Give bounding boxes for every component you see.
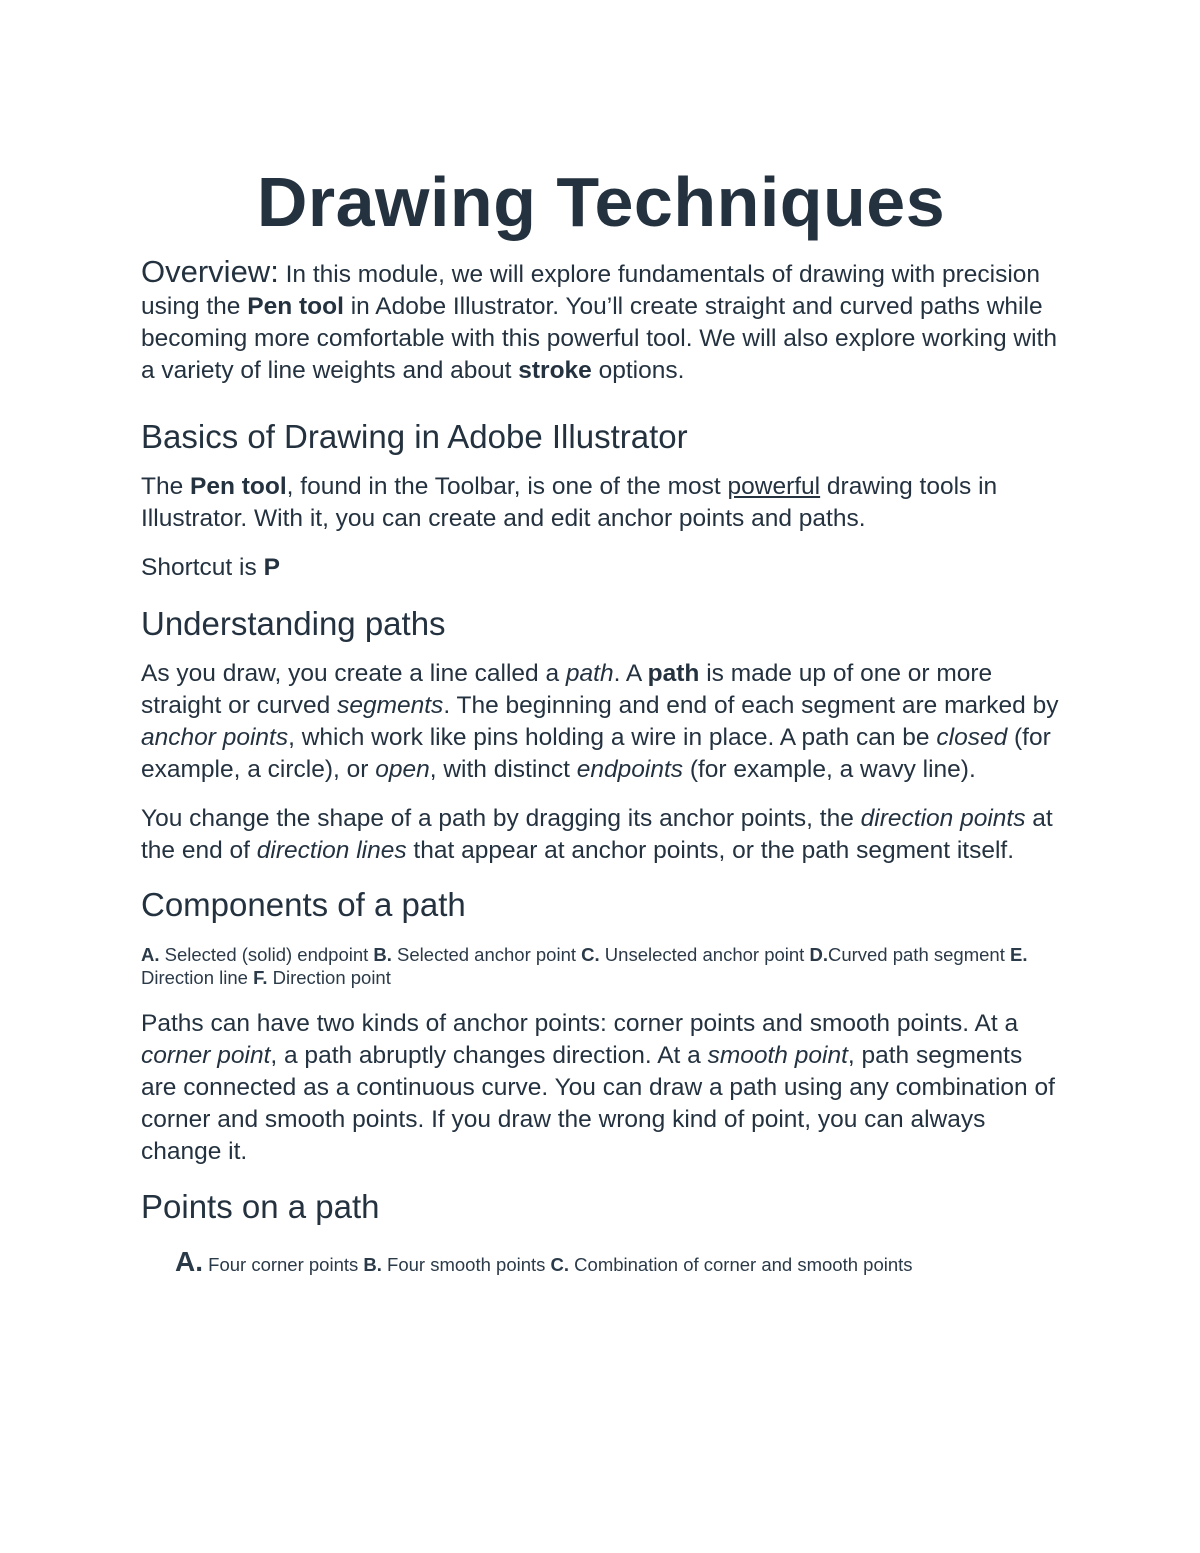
bold-run: Pen tool (190, 473, 287, 500)
text-run: Shortcut is (141, 554, 264, 581)
italic-run: direction lines (256, 837, 407, 864)
italic-run: smooth point (707, 1042, 848, 1069)
caption-label: A. (141, 944, 160, 965)
basics-paragraph (141, 471, 1061, 535)
text-run: In this module, we will explore fundamentals of drawing with precision using the (141, 261, 1041, 320)
section-heading-components: Components of a path (141, 886, 466, 923)
shortcut-paragraph (141, 552, 1061, 584)
caption-label: B. (363, 1254, 382, 1275)
overview-label: Overview: (141, 254, 279, 289)
bold-run: path (647, 660, 700, 687)
underlined-run: powerful (727, 473, 821, 500)
text-run: Paths can have two kinds of anchor points: corner points and smooth points. At a (141, 1010, 1019, 1037)
text-run: (for example, a wavy line). (683, 756, 976, 783)
caption-text: Selected (solid) endpoint (159, 944, 374, 965)
caption-text: Four smooth points (381, 1254, 551, 1275)
caption-text: Combination of corner and smooth points (569, 1254, 913, 1275)
shortcut-key: P (263, 554, 280, 581)
italic-run: segments (337, 692, 444, 719)
text-run: , found in the Toolbar, is one of the most (286, 473, 728, 500)
anchor-points-paragraph (141, 1008, 1061, 1168)
section-heading-understanding: Understanding paths (141, 605, 446, 642)
text-run: in Adobe Illustrator. You’ll create straight and curved paths while becoming more comfortable with this powerful tool. We will also explore working with a variety of line weights and about (141, 293, 1057, 384)
caption-text: Unselected anchor point (599, 944, 810, 965)
text-run: options. (591, 357, 685, 384)
text-run: that appear at anchor points, or the path segment itself. (406, 837, 1015, 864)
italic-run: open (375, 756, 430, 783)
text-run: drawing tools in Illustrator. With it, you can create and edit anchor points and paths. (141, 473, 998, 532)
text-run: , a path abruptly changes direction. At a (270, 1042, 708, 1069)
text-run: . A (613, 660, 648, 687)
text-run: , which work like pins holding a wire in place. A path can be (288, 724, 937, 751)
caption-text: Direction point (267, 967, 391, 988)
bold-run: stroke (518, 357, 592, 384)
section-heading-points: Points on a path (141, 1188, 380, 1225)
italic-run: path (565, 660, 614, 687)
italic-run: anchor points (141, 724, 289, 751)
bold-run: Pen tool (247, 293, 344, 320)
italic-run: closed (936, 724, 1008, 751)
text-run: (for example, a circle), or (141, 724, 1051, 783)
text-run: , with distinct (429, 756, 577, 783)
caption-label: C. (581, 944, 600, 965)
page-title: Drawing Techniques (256, 163, 946, 241)
text-run: The (141, 473, 191, 500)
text-run: You change the shape of a path by dragging its anchor points, the (141, 805, 861, 832)
section-heading-basics: Basics of Drawing in Adobe Illustrator (141, 418, 688, 455)
caption-label: D. (809, 944, 828, 965)
document-page (141, 162, 1061, 1280)
understanding-paragraph-1 (141, 658, 1061, 786)
text-run: at the end of (141, 805, 1053, 864)
points-caption (175, 1247, 1061, 1280)
understanding-paragraph-2 (141, 803, 1061, 867)
caption-label: E. (1009, 944, 1028, 965)
text-run: As you draw, you create a line called a (141, 660, 566, 687)
caption-text: Direction line (141, 967, 254, 988)
caption-label: B. (373, 944, 392, 965)
caption-text: Selected anchor point (391, 944, 582, 965)
caption-label: F. (253, 967, 268, 988)
caption-text: Four corner points (203, 1254, 364, 1275)
italic-run: corner point (141, 1042, 271, 1069)
caption-label: A. (175, 1246, 203, 1277)
components-caption (141, 943, 1061, 989)
text-run: , path segments are connected as a continuous curve. You can draw a path using any combination of corner and smooth points. If you draw the wrong kind of point, you can always change it. (141, 1042, 1055, 1165)
caption-text: Curved path segment (827, 944, 1010, 965)
overview-paragraph (141, 256, 1061, 387)
caption-label: C. (550, 1254, 570, 1275)
italic-run: endpoints (576, 756, 684, 783)
italic-run: direction points (860, 805, 1026, 832)
text-run: is made up of one or more straight or curved (141, 660, 993, 719)
text-run: . The beginning and end of each segment are marked by (443, 692, 1059, 719)
